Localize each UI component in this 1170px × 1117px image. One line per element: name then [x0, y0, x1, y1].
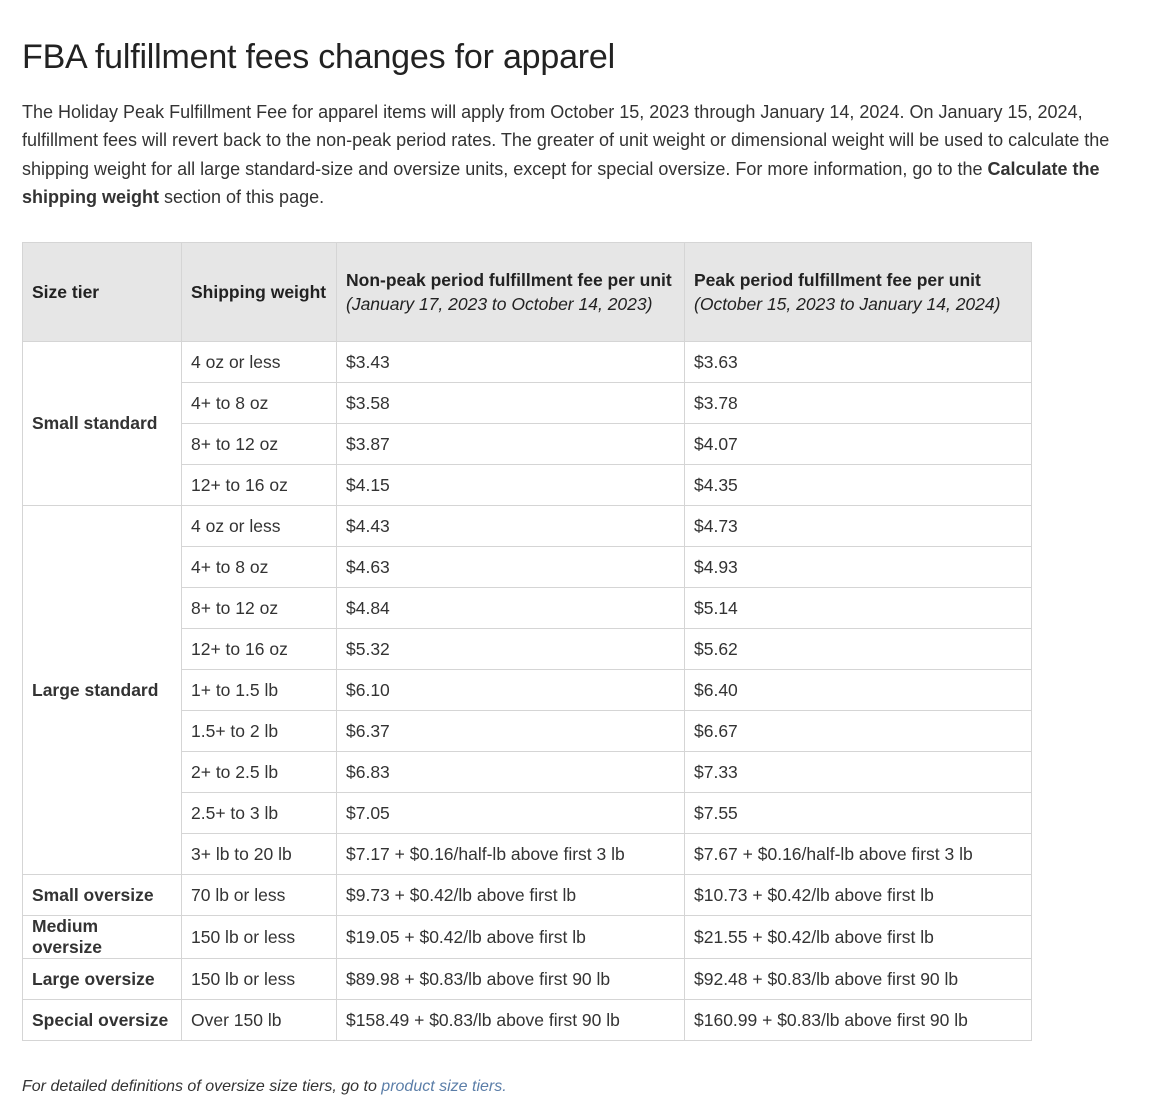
table-row: [23, 875, 1032, 916]
peak-fee-cell: $7.67 + $0.16/half-lb above first 3 lb: [685, 834, 1032, 875]
shipping-weight-cell: 8+ to 12 oz: [182, 588, 337, 629]
shipping-weight-cell: 12+ to 16 oz: [182, 465, 337, 506]
peak-fee-cell: $160.99 + $0.83/lb above first 90 lb: [685, 1000, 1032, 1041]
header-nonpeak-dates: (January 17, 2023 to October 14, 2023): [346, 294, 653, 314]
nonpeak-fee-cell: $6.83: [337, 752, 685, 793]
table-row: [23, 1000, 1032, 1041]
fee-table: [22, 242, 1032, 1041]
intro-paragraph: [22, 98, 1162, 212]
header-size-tier: Size tier: [23, 243, 182, 342]
shipping-weight-cell: 2+ to 2.5 lb: [182, 752, 337, 793]
shipping-weight-cell: 4+ to 8 oz: [182, 383, 337, 424]
size-tier-cell: Large standard: [23, 506, 182, 875]
header-peak-title: Peak period fulfillment fee per unit: [694, 270, 981, 290]
shipping-weight-cell: 150 lb or less: [182, 916, 337, 959]
shipping-weight-cell: 4 oz or less: [182, 342, 337, 383]
peak-fee-cell: $10.73 + $0.42/lb above first lb: [685, 875, 1032, 916]
nonpeak-fee-cell: $4.15: [337, 465, 685, 506]
nonpeak-fee-cell: $5.32: [337, 629, 685, 670]
size-tier-cell: Special oversize: [23, 1000, 182, 1041]
nonpeak-fee-cell: $89.98 + $0.83/lb above first 90 lb: [337, 959, 685, 1000]
header-peak: [685, 243, 1032, 342]
nonpeak-fee-cell: $3.87: [337, 424, 685, 465]
table-body: [23, 342, 1032, 1041]
peak-fee-cell: $3.63: [685, 342, 1032, 383]
table-row: [23, 916, 1032, 959]
peak-fee-cell: $92.48 + $0.83/lb above first 90 lb: [685, 959, 1032, 1000]
shipping-weight-cell: 1+ to 1.5 lb: [182, 670, 337, 711]
nonpeak-fee-cell: $19.05 + $0.42/lb above first lb: [337, 916, 685, 959]
peak-fee-cell: $3.78: [685, 383, 1032, 424]
shipping-weight-cell: 4 oz or less: [182, 506, 337, 547]
peak-fee-cell: $6.67: [685, 711, 1032, 752]
nonpeak-fee-cell: $7.17 + $0.16/half-lb above first 3 lb: [337, 834, 685, 875]
shipping-weight-cell: 3+ lb to 20 lb: [182, 834, 337, 875]
intro-text-end: section of this page.: [159, 187, 325, 208]
peak-fee-cell: $7.33: [685, 752, 1032, 793]
shipping-weight-cell: 12+ to 16 oz: [182, 629, 337, 670]
peak-fee-cell: $4.07: [685, 424, 1032, 465]
nonpeak-fee-cell: $6.10: [337, 670, 685, 711]
shipping-weight-cell: 70 lb or less: [182, 875, 337, 916]
intro-text: The Holiday Peak Fulfillment Fee for apparel items will apply from October 15, 2023 through January 14, 2024. On January 15, 2024, fulfillment fees will revert back to the non-peak period rates. The greater of unit weight or dimensional weight will be used to calculate the shipping weight for all large standard-size and oversize units, except for special oversize. For more information, go to the: [22, 102, 1110, 179]
shipping-weight-cell: 4+ to 8 oz: [182, 547, 337, 588]
shipping-weight-cell: 1.5+ to 2 lb: [182, 711, 337, 752]
peak-fee-cell: $5.62: [685, 629, 1032, 670]
table-header-row: [23, 243, 1032, 342]
nonpeak-fee-cell: $158.49 + $0.83/lb above first 90 lb: [337, 1000, 685, 1041]
table-row: [23, 506, 1032, 547]
peak-fee-cell: $7.55: [685, 793, 1032, 834]
product-size-tiers-link[interactable]: product size tiers.: [381, 1078, 507, 1095]
nonpeak-fee-cell: $3.43: [337, 342, 685, 383]
footnote: [22, 1078, 507, 1096]
peak-fee-cell: $4.93: [685, 547, 1032, 588]
shipping-weight-cell: 2.5+ to 3 lb: [182, 793, 337, 834]
nonpeak-fee-cell: $3.58: [337, 383, 685, 424]
header-shipping-weight: Shipping weight: [182, 243, 337, 342]
peak-fee-cell: $6.40: [685, 670, 1032, 711]
table-row: [23, 959, 1032, 1000]
table-row: [23, 342, 1032, 383]
nonpeak-fee-cell: $7.05: [337, 793, 685, 834]
nonpeak-fee-cell: $6.37: [337, 711, 685, 752]
shipping-weight-cell: Over 150 lb: [182, 1000, 337, 1041]
size-tier-cell: Small standard: [23, 342, 182, 506]
peak-fee-cell: $4.73: [685, 506, 1032, 547]
footnote-text: For detailed definitions of oversize size tiers, go to: [22, 1078, 382, 1095]
peak-fee-cell: $5.14: [685, 588, 1032, 629]
page-title: FBA fulfillment fees changes for apparel: [22, 38, 615, 76]
nonpeak-fee-cell: $9.73 + $0.42/lb above first lb: [337, 875, 685, 916]
nonpeak-fee-cell: $4.63: [337, 547, 685, 588]
shipping-weight-cell: 8+ to 12 oz: [182, 424, 337, 465]
peak-fee-cell: $21.55 + $0.42/lb above first lb: [685, 916, 1032, 959]
calculate-shipping-weight-link[interactable]: Calculate the shipping weight: [22, 158, 1100, 208]
header-nonpeak: [337, 243, 685, 342]
nonpeak-fee-cell: $4.84: [337, 588, 685, 629]
size-tier-cell: Large oversize: [23, 959, 182, 1000]
header-peak-dates: (October 15, 2023 to January 14, 2024): [694, 294, 1001, 314]
header-nonpeak-title: Non-peak period fulfillment fee per unit: [346, 270, 672, 290]
peak-fee-cell: $4.35: [685, 465, 1032, 506]
nonpeak-fee-cell: $4.43: [337, 506, 685, 547]
shipping-weight-cell: 150 lb or less: [182, 959, 337, 1000]
size-tier-cell: Small oversize: [23, 875, 182, 916]
size-tier-cell: Medium oversize: [23, 916, 182, 959]
